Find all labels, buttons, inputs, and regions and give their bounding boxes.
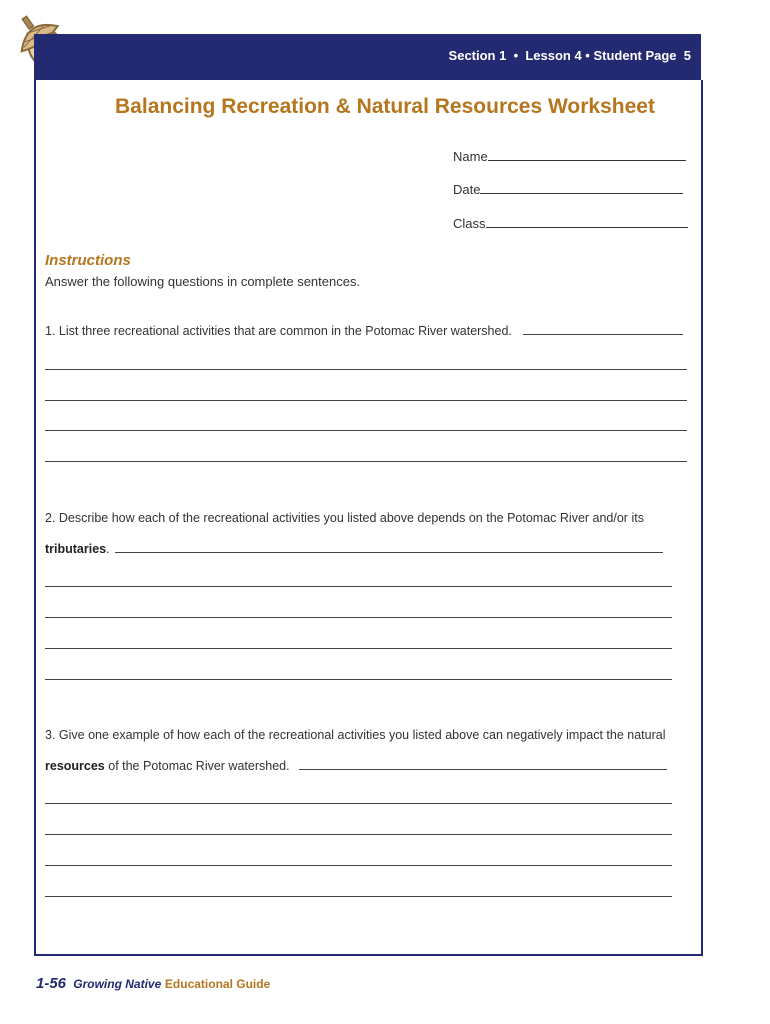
answer-line[interactable] <box>45 430 687 431</box>
keyword-tributaries: tributaries <box>45 542 107 556</box>
question-3-cont <box>45 759 667 773</box>
question-1-text: 1. List three recreational activities that are common in the Potomac River watershed. <box>45 324 512 338</box>
worksheet-title: Balancing Recreation & Natural Resources Worksheet <box>115 95 655 118</box>
answer-line[interactable] <box>45 834 672 835</box>
keyword-resources: resources <box>45 759 105 773</box>
question-3: 3. Give one example of how each of the recreational activities you listed above can negatively impact the natural <box>45 728 666 742</box>
question-3-end: of the Potomac River watershed. <box>104 759 290 773</box>
answer-line[interactable] <box>45 648 672 649</box>
question-2-cont <box>45 542 663 556</box>
date-line[interactable] <box>480 181 683 194</box>
section-lesson-label: Section 1 • Lesson 4 • Student Page 5 <box>448 48 691 63</box>
class-label: Class <box>453 216 486 231</box>
answer-line[interactable] <box>45 803 672 804</box>
name-line[interactable] <box>488 148 686 161</box>
answer-line[interactable] <box>115 542 663 553</box>
page-number: 1-56 <box>36 975 67 992</box>
header-bar <box>34 34 701 80</box>
answer-line[interactable] <box>299 759 667 770</box>
answer-line[interactable] <box>45 679 672 680</box>
date-label: Date <box>453 182 481 197</box>
class-field[interactable] <box>453 215 688 231</box>
guide-title-rest: Educational Guide <box>164 977 271 991</box>
answer-line[interactable] <box>45 617 672 618</box>
answer-line[interactable] <box>45 865 672 866</box>
answer-line[interactable] <box>523 324 683 335</box>
guide-title-italic: Growing Native <box>73 977 162 991</box>
date-field[interactable] <box>453 181 683 197</box>
question-1 <box>45 324 683 338</box>
answer-line[interactable] <box>45 896 672 897</box>
answer-line[interactable] <box>45 369 687 370</box>
answer-line[interactable] <box>45 400 687 401</box>
question-2-end: . <box>106 542 110 556</box>
instructions-heading: Instructions <box>45 252 131 269</box>
name-field[interactable] <box>453 148 686 164</box>
instructions-text: Answer the following questions in complete sentences. <box>45 274 361 289</box>
answer-line[interactable] <box>45 586 672 587</box>
class-line[interactable] <box>486 215 688 228</box>
name-label: Name <box>453 149 488 164</box>
answer-line[interactable] <box>45 461 687 462</box>
page-footer <box>36 975 270 992</box>
question-2: 2. Describe how each of the recreational activities you listed above depends on the Potomac River and/or its <box>45 511 644 525</box>
